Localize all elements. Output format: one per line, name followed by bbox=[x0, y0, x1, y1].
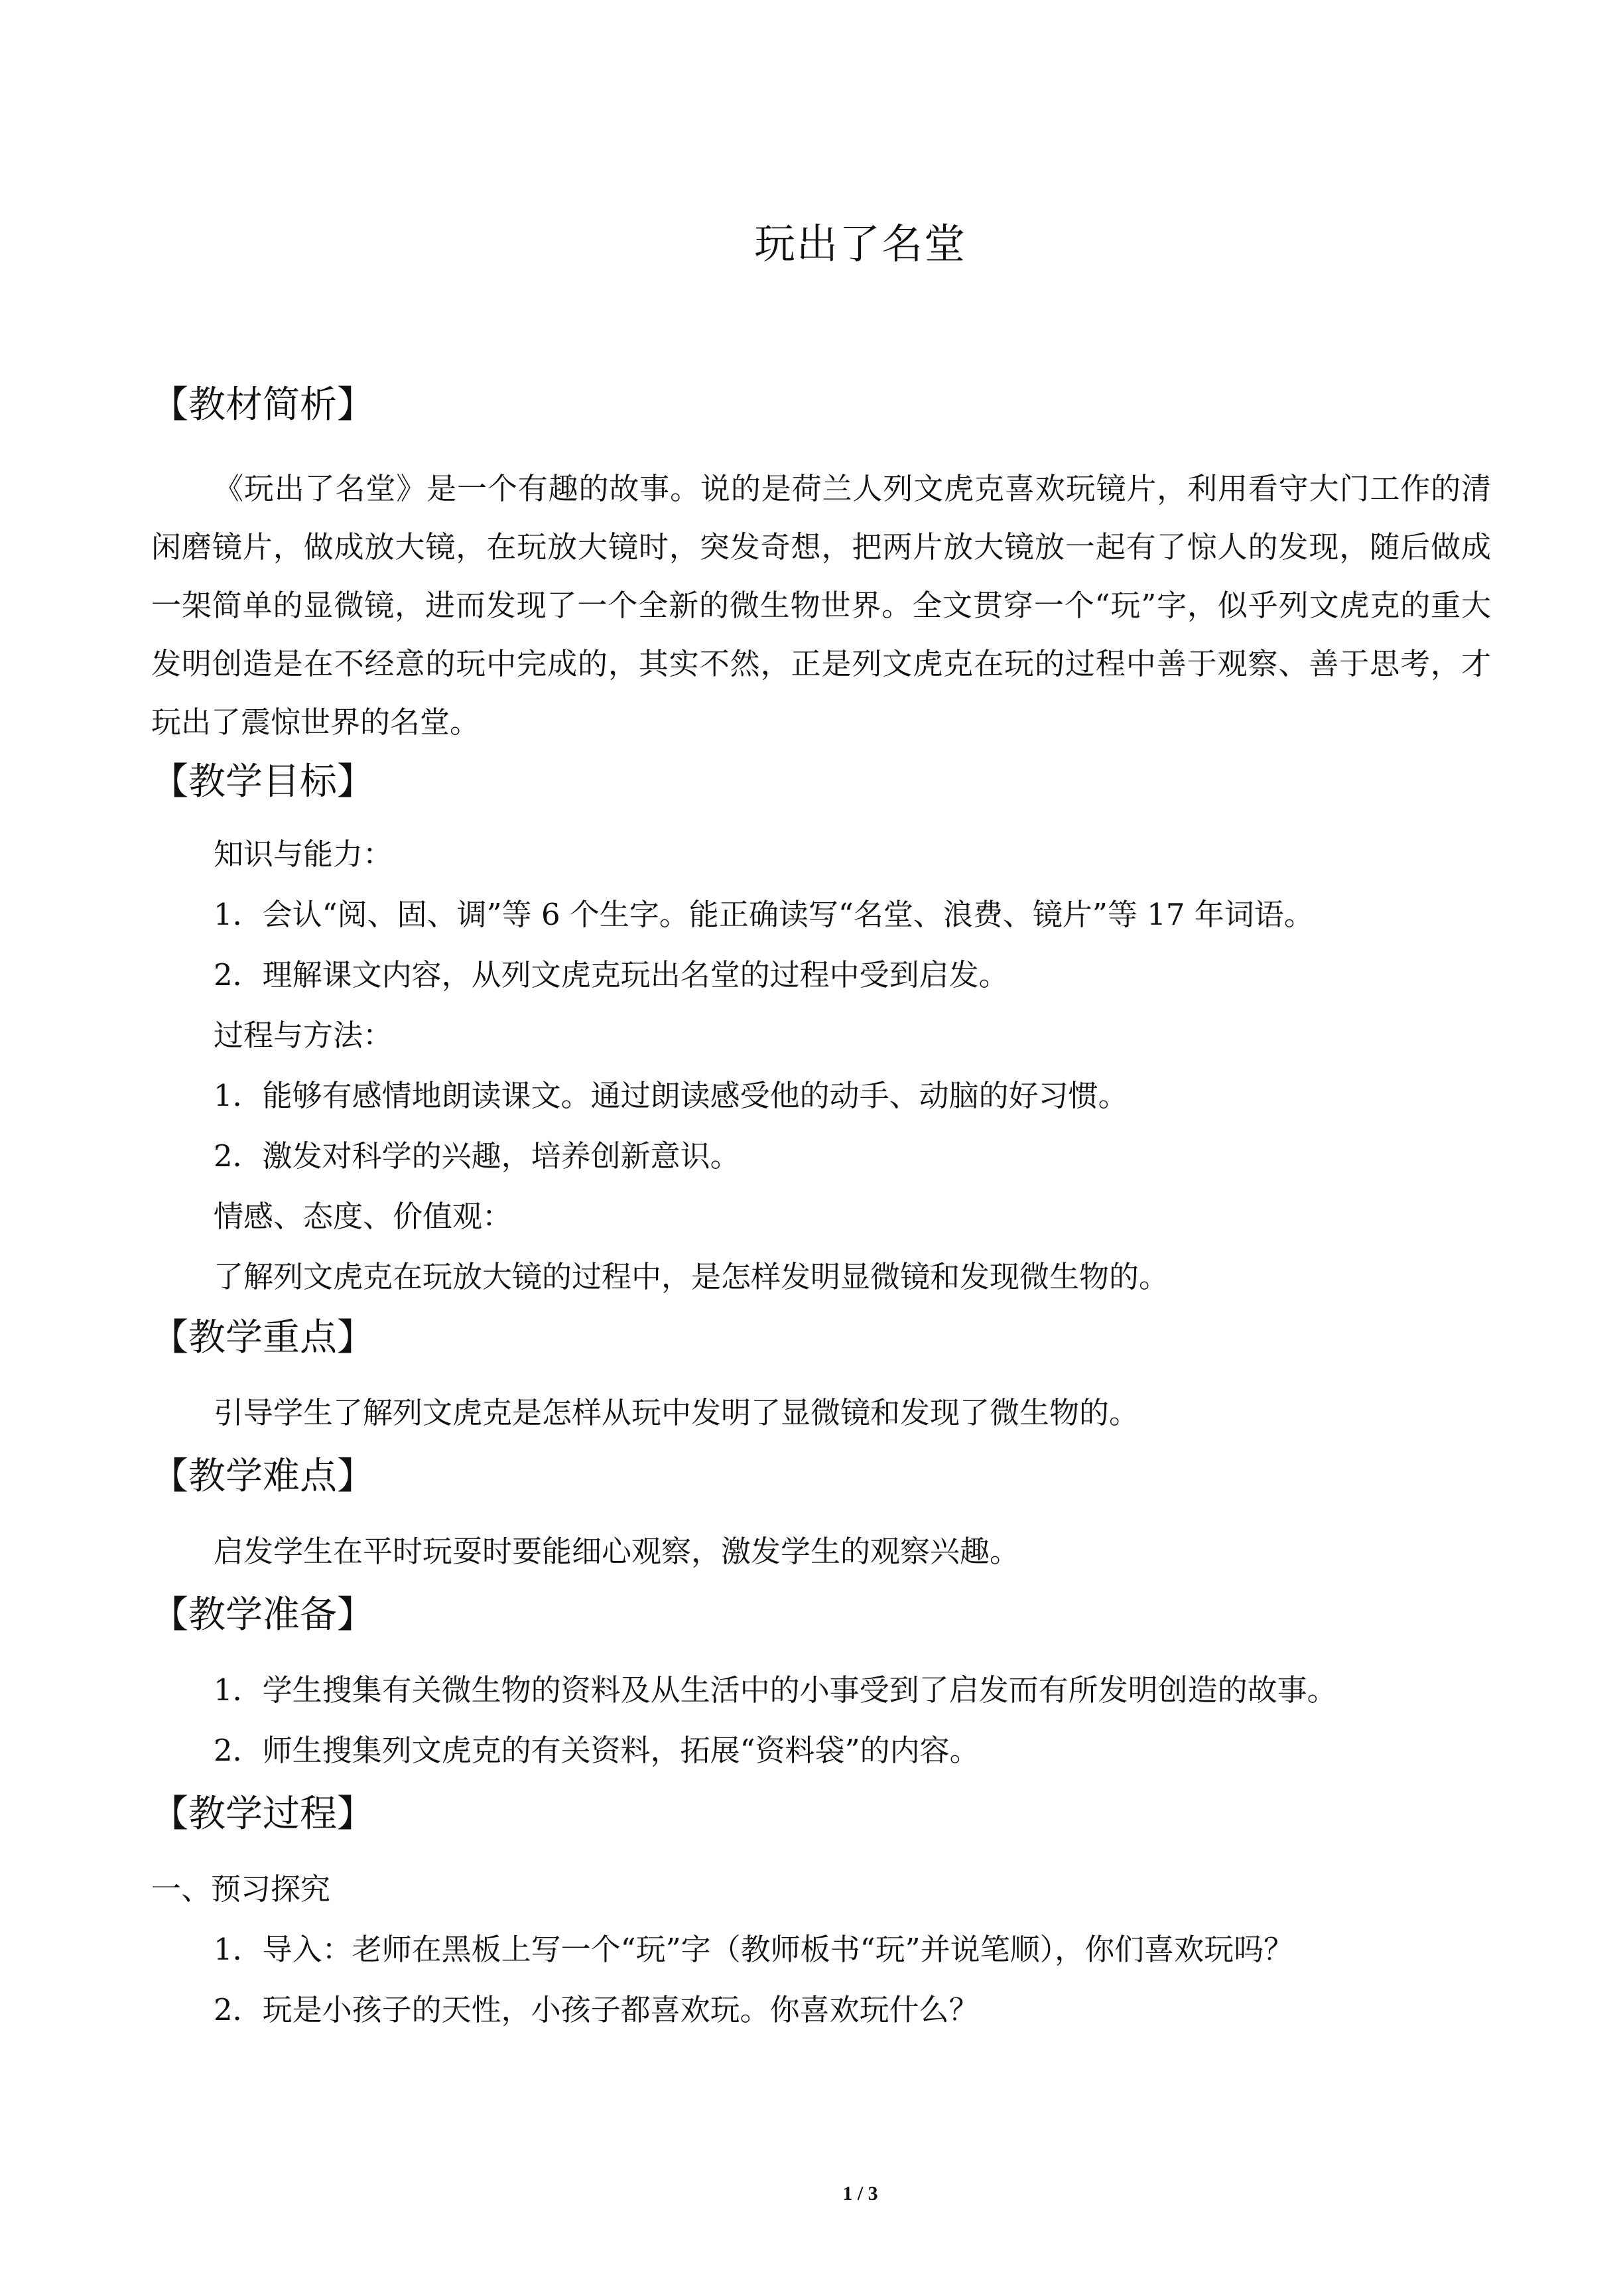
goals-line: 2．激发对科学的兴趣，培养创新意识。 bbox=[214, 1138, 740, 1174]
goals-line: 情感、态度、价值观： bbox=[214, 1199, 513, 1234]
goals-line: 过程与方法： bbox=[214, 1018, 393, 1053]
process-line: 2．玩是小孩子的天性，小孩子都喜欢玩。你喜欢玩什么？ bbox=[214, 1992, 979, 2027]
key-points-line: 引导学生了解列文虎克是怎样从玩中发明了显微镜和发现了微生物的。 bbox=[214, 1395, 1139, 1430]
goals-line: 了解列文虎克在玩放大镜的过程中，是怎样发明显微镜和发现微生物的。 bbox=[214, 1259, 1169, 1294]
process-line: 1．导入：老师在黑板上写一个“玩”字（教师板书“玩”并说笔顺），你们喜欢玩吗？ bbox=[214, 1932, 1294, 1967]
goals-line: 1．能够有感情地朗读课文。通过朗读感受他的动手、动脑的好习惯。 bbox=[214, 1078, 1128, 1113]
analysis-paragraph: 《玩出了名堂》是一个有趣的故事。说的是荷兰人列文虎克喜欢玩镜片，利用看守大门工作的清闲磨镜片，做成放大镜，在玩放大镜时，突发奇想，把两片放大镜放一起有了惊人的发现，随后做成一架简单的显微镜，进而发现了一个全新的微生物世界。全文贯穿一个“玩”字，似乎列文虎克的重大发明创造是在不经意的玩中完成的，其实不然，正是列文虎克在玩的过程中善于观察、善于思考，才玩出了震惊世界的名堂。 bbox=[151, 471, 1491, 740]
section-heading-key-points: 【教学重点】 bbox=[151, 1316, 374, 1359]
section-heading-difficulties: 【教学难点】 bbox=[151, 1455, 374, 1498]
preparation-line: 2．师生搜集列文虎克的有关资料，拓展“资料袋”的内容。 bbox=[214, 1733, 980, 1768]
goals-line: 2．理解课文内容，从列文虎克玩出名堂的过程中受到启发。 bbox=[214, 957, 1009, 992]
goals-line: 1．会认“阅、固、调”等 6 个生字。能正确读写“名堂、浪费、镜片”等 17 年词语。 bbox=[214, 897, 1314, 932]
section-heading-process: 【教学过程】 bbox=[151, 1792, 374, 1836]
page-number: 1 / 3 bbox=[842, 2183, 878, 2204]
preparation-line: 1．学生搜集有关微生物的资料及从生活中的小事受到了启发而有所发明创造的故事。 bbox=[214, 1672, 1337, 1708]
section-heading-analysis: 【教材简析】 bbox=[151, 383, 374, 427]
goals-line: 知识与能力： bbox=[214, 837, 393, 872]
section-heading-goals: 【教学目标】 bbox=[151, 760, 374, 803]
document-content bbox=[151, 381, 1491, 2025]
section-heading-preparation: 【教学准备】 bbox=[151, 1593, 374, 1637]
difficulties-line: 启发学生在平时玩耍时要能细心观察，激发学生的观察兴趣。 bbox=[214, 1534, 1020, 1569]
document-title: 玩出了名堂 bbox=[753, 220, 966, 268]
process-subheading: 一、预习探究 bbox=[151, 1871, 331, 1907]
